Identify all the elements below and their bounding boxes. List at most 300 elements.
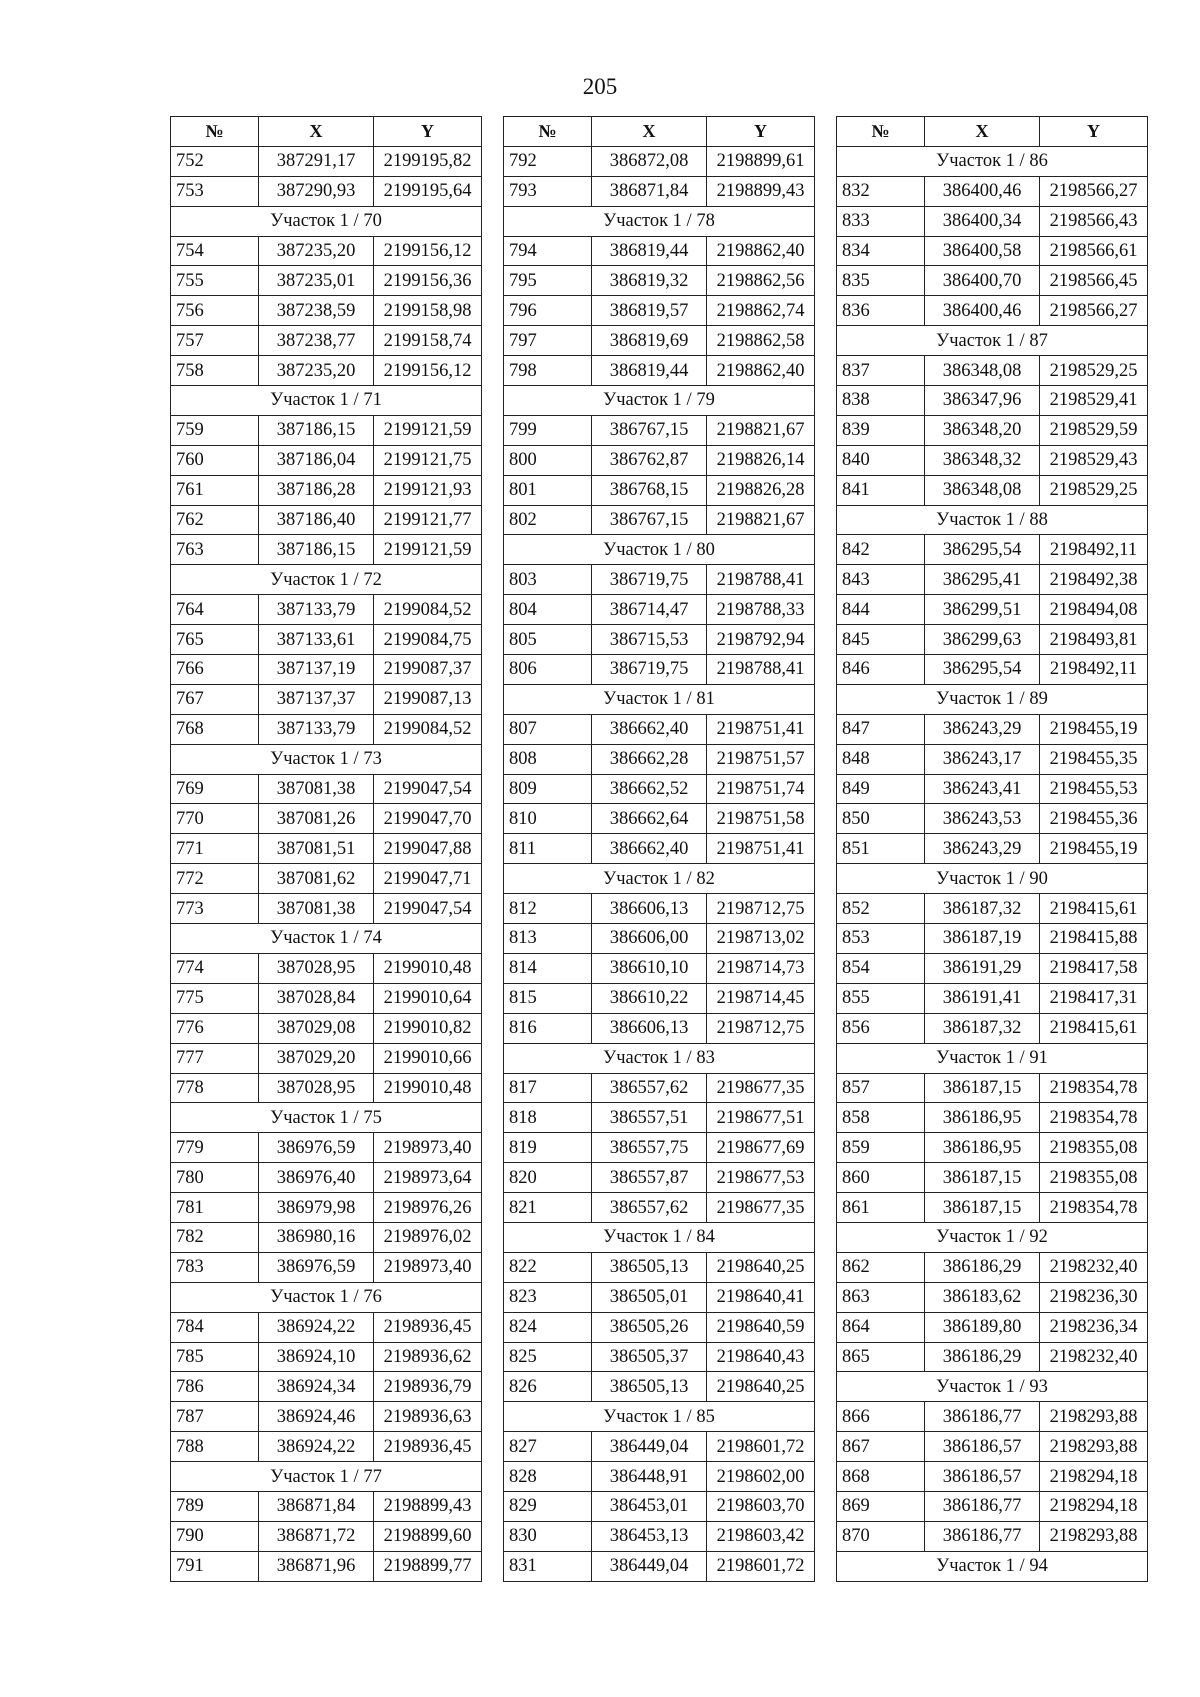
point-number: 817 (504, 1073, 592, 1103)
point-number: 855 (837, 983, 925, 1013)
point-number: 760 (171, 445, 259, 475)
section-header-row (837, 505, 1148, 535)
coordinate-x: 386662,40 (592, 714, 707, 744)
coordinate-x: 386295,54 (925, 535, 1040, 565)
point-number: 796 (504, 296, 592, 326)
coordinate-y: 2198294,18 (1040, 1462, 1148, 1492)
coordinate-x: 386610,22 (592, 983, 707, 1013)
coordinate-y: 2198936,79 (374, 1372, 482, 1402)
table-row (837, 1462, 1148, 1492)
table-row (171, 535, 482, 565)
table-row (504, 146, 815, 176)
table-row (171, 1372, 482, 1402)
table-row (171, 236, 482, 266)
coordinate-y: 2199195,82 (374, 146, 482, 176)
coordinate-x: 386980,16 (259, 1222, 374, 1252)
coordinate-x: 386186,77 (925, 1521, 1040, 1551)
coordinate-y: 2199084,52 (374, 595, 482, 625)
coordinate-y: 2198936,63 (374, 1402, 482, 1432)
coordinate-y: 2198973,64 (374, 1163, 482, 1193)
point-number: 787 (171, 1402, 259, 1432)
section-header-row (171, 565, 482, 595)
coordinate-x: 387081,26 (259, 804, 374, 834)
table-row (171, 266, 482, 296)
table-row (171, 1163, 482, 1193)
coordinate-x: 386348,08 (925, 475, 1040, 505)
coordinate-y: 2198714,45 (707, 983, 815, 1013)
point-number: 785 (171, 1342, 259, 1372)
point-number: 844 (837, 595, 925, 625)
table-row (837, 595, 1148, 625)
table-row (171, 1432, 482, 1462)
section-title: Участок 1 / 84 (504, 1222, 815, 1252)
table-row (837, 266, 1148, 296)
table-body (504, 146, 815, 1581)
point-number: 783 (171, 1252, 259, 1282)
coordinate-x: 386449,04 (592, 1551, 707, 1581)
coordinate-y: 2199121,93 (374, 475, 482, 505)
coordinate-x: 387291,17 (259, 146, 374, 176)
coordinate-x: 386186,95 (925, 1103, 1040, 1133)
section-title: Участок 1 / 92 (837, 1222, 1148, 1252)
coordinate-y: 2198788,41 (707, 655, 815, 685)
table-row (171, 1252, 482, 1282)
coordinate-x: 387235,01 (259, 266, 374, 296)
point-number: 853 (837, 924, 925, 954)
coordinate-y: 2198862,40 (707, 356, 815, 386)
table-row (837, 1521, 1148, 1551)
coordinate-y: 2198973,40 (374, 1252, 482, 1282)
coordinate-x: 387235,20 (259, 356, 374, 386)
coordinate-x: 386186,57 (925, 1432, 1040, 1462)
point-number: 778 (171, 1073, 259, 1103)
coordinate-x: 386400,46 (925, 296, 1040, 326)
point-number: 832 (837, 176, 925, 206)
point-number: 763 (171, 535, 259, 565)
coordinate-y: 2198899,43 (374, 1491, 482, 1521)
table-row (171, 714, 482, 744)
coordinate-y: 2198714,73 (707, 953, 815, 983)
coordinate-x: 386191,29 (925, 953, 1040, 983)
table-row (171, 595, 482, 625)
coordinate-y: 2198677,35 (707, 1193, 815, 1223)
point-number: 766 (171, 655, 259, 685)
table-row (171, 1551, 482, 1581)
point-number: 756 (171, 296, 259, 326)
coordinate-x: 386453,01 (592, 1491, 707, 1521)
coordinate-y: 2199156,36 (374, 266, 482, 296)
table-row (504, 266, 815, 296)
column-header-x: X (592, 117, 707, 147)
coordinate-y: 2198602,00 (707, 1462, 815, 1492)
coordinate-y: 2198566,27 (1040, 176, 1148, 206)
table-row (171, 774, 482, 804)
table-row (837, 1312, 1148, 1342)
coordinate-y: 2198494,08 (1040, 595, 1148, 625)
section-title: Участок 1 / 73 (171, 744, 482, 774)
coordinate-y: 2198293,88 (1040, 1521, 1148, 1551)
coordinate-y: 2199156,12 (374, 356, 482, 386)
coordinate-y: 2198232,40 (1040, 1342, 1148, 1372)
coordinate-x: 386557,51 (592, 1103, 707, 1133)
coordinate-x: 386348,20 (925, 415, 1040, 445)
coordinate-y: 2198566,61 (1040, 236, 1148, 266)
section-title: Участок 1 / 86 (837, 146, 1148, 176)
point-number: 859 (837, 1133, 925, 1163)
table-row (837, 714, 1148, 744)
table-header-row (171, 117, 482, 147)
coordinate-x: 387186,40 (259, 505, 374, 535)
section-title: Участок 1 / 91 (837, 1043, 1148, 1073)
coordinate-y: 2198236,30 (1040, 1282, 1148, 1312)
coordinate-x: 386186,77 (925, 1402, 1040, 1432)
coordinate-x: 387028,95 (259, 953, 374, 983)
point-number: 833 (837, 206, 925, 236)
point-number: 808 (504, 744, 592, 774)
coordinate-y: 2198792,94 (707, 625, 815, 655)
table-row (837, 1133, 1148, 1163)
point-number: 754 (171, 236, 259, 266)
section-header-row (504, 1402, 815, 1432)
section-title: Участок 1 / 89 (837, 684, 1148, 714)
table-row (171, 1193, 482, 1223)
coordinate-x: 386819,32 (592, 266, 707, 296)
coordinate-x: 386976,59 (259, 1133, 374, 1163)
section-header-row (171, 1103, 482, 1133)
point-number: 797 (504, 326, 592, 356)
coordinate-y: 2198973,40 (374, 1133, 482, 1163)
coordinate-x: 386189,80 (925, 1312, 1040, 1342)
coordinate-y: 2198788,41 (707, 565, 815, 595)
coordinate-y: 2199047,88 (374, 834, 482, 864)
table-row (504, 236, 815, 266)
table-header-row (504, 117, 815, 147)
section-header-row (837, 1551, 1148, 1581)
point-number: 838 (837, 386, 925, 416)
coordinate-x: 386243,17 (925, 744, 1040, 774)
coordinate-x: 386448,91 (592, 1462, 707, 1492)
coordinate-x: 386610,10 (592, 953, 707, 983)
table-row (504, 1163, 815, 1193)
table-row (837, 356, 1148, 386)
coordinate-x: 386662,64 (592, 804, 707, 834)
coordinate-y: 2198862,40 (707, 236, 815, 266)
point-number: 781 (171, 1193, 259, 1223)
coordinate-x: 387028,84 (259, 983, 374, 1013)
coordinate-y: 2198751,41 (707, 834, 815, 864)
point-number: 770 (171, 804, 259, 834)
coordinate-y: 2198899,43 (707, 176, 815, 206)
table-row (837, 924, 1148, 954)
coordinate-x: 387133,61 (259, 625, 374, 655)
section-header-row (837, 1372, 1148, 1402)
coordinate-y: 2198936,45 (374, 1432, 482, 1462)
section-header-row (837, 1043, 1148, 1073)
section-header-row (171, 744, 482, 774)
table-row (171, 983, 482, 1013)
coordinate-table (503, 116, 815, 1582)
table-row (504, 1193, 815, 1223)
point-number: 851 (837, 834, 925, 864)
table-row (171, 655, 482, 685)
table-row (837, 774, 1148, 804)
coordinate-y: 2199047,54 (374, 774, 482, 804)
table-row (837, 1163, 1148, 1193)
coordinate-y: 2198862,74 (707, 296, 815, 326)
point-number: 850 (837, 804, 925, 834)
point-number: 852 (837, 894, 925, 924)
point-number: 805 (504, 625, 592, 655)
page-number: 205 (582, 74, 618, 99)
section-title: Участок 1 / 83 (504, 1043, 815, 1073)
coordinate-y: 2198677,69 (707, 1133, 815, 1163)
coordinate-y: 2198417,58 (1040, 953, 1148, 983)
point-number: 790 (171, 1521, 259, 1551)
point-number: 757 (171, 326, 259, 356)
table-row (171, 864, 482, 894)
section-header-row (837, 1222, 1148, 1252)
coordinate-y: 2198936,45 (374, 1312, 482, 1342)
section-header-row (504, 684, 815, 714)
point-number: 773 (171, 894, 259, 924)
coordinate-x: 387028,95 (259, 1073, 374, 1103)
coordinate-x: 386819,69 (592, 326, 707, 356)
point-number: 761 (171, 475, 259, 505)
coordinate-x: 386505,01 (592, 1282, 707, 1312)
point-number: 809 (504, 774, 592, 804)
coordinate-x: 386191,41 (925, 983, 1040, 1013)
point-number: 777 (171, 1043, 259, 1073)
point-number: 839 (837, 415, 925, 445)
coordinate-y: 2198821,67 (707, 415, 815, 445)
section-title: Участок 1 / 71 (171, 386, 482, 416)
table-row (504, 565, 815, 595)
coordinate-y: 2198294,18 (1040, 1491, 1148, 1521)
coordinate-x: 386557,87 (592, 1163, 707, 1193)
coordinate-x: 386187,19 (925, 924, 1040, 954)
table-row (504, 1282, 815, 1312)
table-row (171, 834, 482, 864)
section-header-row (171, 206, 482, 236)
coordinate-y: 2199158,98 (374, 296, 482, 326)
table-row (171, 445, 482, 475)
coordinate-x: 386243,41 (925, 774, 1040, 804)
coordinate-x: 386187,15 (925, 1073, 1040, 1103)
coordinate-y: 2198826,14 (707, 445, 815, 475)
table-row (504, 595, 815, 625)
table-row (504, 176, 815, 206)
point-number: 819 (504, 1133, 592, 1163)
coordinate-y: 2198415,61 (1040, 1013, 1148, 1043)
coordinate-x: 386453,13 (592, 1521, 707, 1551)
coordinate-y: 2199121,77 (374, 505, 482, 535)
coordinate-x: 386606,13 (592, 894, 707, 924)
table-row (171, 475, 482, 505)
coordinate-y: 2199087,13 (374, 684, 482, 714)
point-number: 822 (504, 1252, 592, 1282)
coordinate-y: 2198751,41 (707, 714, 815, 744)
table-row (171, 953, 482, 983)
point-number: 803 (504, 565, 592, 595)
coordinate-x: 386186,29 (925, 1252, 1040, 1282)
coordinate-y: 2199047,54 (374, 894, 482, 924)
coordinate-y: 2198455,19 (1040, 714, 1148, 744)
coordinate-x: 386187,15 (925, 1163, 1040, 1193)
point-number: 801 (504, 475, 592, 505)
point-number: 830 (504, 1521, 592, 1551)
coordinate-x: 386557,62 (592, 1073, 707, 1103)
point-number: 834 (837, 236, 925, 266)
coordinate-y: 2199087,37 (374, 655, 482, 685)
coordinate-y: 2198899,60 (374, 1521, 482, 1551)
coordinate-x: 386299,51 (925, 595, 1040, 625)
table-row (837, 953, 1148, 983)
point-number: 856 (837, 1013, 925, 1043)
coordinate-y: 2199047,70 (374, 804, 482, 834)
point-number: 791 (171, 1551, 259, 1581)
point-number: 768 (171, 714, 259, 744)
coordinate-y: 2198601,72 (707, 1432, 815, 1462)
table-row (837, 655, 1148, 685)
table-row (837, 834, 1148, 864)
point-number: 857 (837, 1073, 925, 1103)
table-row (837, 1432, 1148, 1462)
coordinate-table (170, 116, 482, 1582)
section-title: Участок 1 / 80 (504, 535, 815, 565)
point-number: 854 (837, 953, 925, 983)
coordinate-y: 2198529,59 (1040, 415, 1148, 445)
coordinate-x: 387238,59 (259, 296, 374, 326)
point-number: 753 (171, 176, 259, 206)
point-number: 845 (837, 625, 925, 655)
table-row (504, 744, 815, 774)
table-row (504, 326, 815, 356)
table-row (837, 445, 1148, 475)
table-row (504, 1073, 815, 1103)
table-row (171, 1521, 482, 1551)
section-header-row (504, 386, 815, 416)
coordinate-y: 2198640,41 (707, 1282, 815, 1312)
point-number: 802 (504, 505, 592, 535)
table-row (504, 1551, 815, 1581)
coordinate-y: 2198354,78 (1040, 1073, 1148, 1103)
point-number: 836 (837, 296, 925, 326)
coordinate-y: 2198601,72 (707, 1551, 815, 1581)
table-row (837, 1402, 1148, 1432)
table-row (504, 983, 815, 1013)
coordinate-y: 2198566,45 (1040, 266, 1148, 296)
table-row (504, 894, 815, 924)
point-number: 812 (504, 894, 592, 924)
table-body (171, 146, 482, 1581)
point-number: 827 (504, 1432, 592, 1462)
coordinate-y: 2198493,81 (1040, 625, 1148, 655)
table-row (171, 146, 482, 176)
coordinate-x: 387137,19 (259, 655, 374, 685)
coordinate-y: 2198529,25 (1040, 475, 1148, 505)
point-number: 771 (171, 834, 259, 864)
coordinate-y: 2198976,02 (374, 1222, 482, 1252)
coordinate-y: 2199084,52 (374, 714, 482, 744)
section-header-row (504, 206, 815, 236)
coordinate-x: 386924,10 (259, 1342, 374, 1372)
coordinate-x: 386348,08 (925, 356, 1040, 386)
coordinate-x: 386295,41 (925, 565, 1040, 595)
coordinate-x: 386505,13 (592, 1372, 707, 1402)
section-title: Участок 1 / 82 (504, 864, 815, 894)
coordinate-y: 2199121,75 (374, 445, 482, 475)
coordinate-y: 2198603,70 (707, 1491, 815, 1521)
section-header-row (504, 535, 815, 565)
coordinate-y: 2198293,88 (1040, 1432, 1148, 1462)
section-header-row (504, 864, 815, 894)
coordinate-y: 2199084,75 (374, 625, 482, 655)
point-number: 828 (504, 1462, 592, 1492)
column-header-y: Y (1040, 117, 1148, 147)
point-number: 863 (837, 1282, 925, 1312)
table-row (171, 1013, 482, 1043)
coordinate-y: 2199010,48 (374, 953, 482, 983)
coordinate-y: 2198640,59 (707, 1312, 815, 1342)
coordinate-y: 2198826,28 (707, 475, 815, 505)
point-number: 860 (837, 1163, 925, 1193)
table-row (504, 924, 815, 954)
coordinate-y: 2198640,43 (707, 1342, 815, 1372)
table-row (837, 565, 1148, 595)
section-title: Участок 1 / 81 (504, 684, 815, 714)
coordinate-x: 386662,40 (592, 834, 707, 864)
coordinate-x: 386183,62 (925, 1282, 1040, 1312)
coordinate-y: 2198492,38 (1040, 565, 1148, 595)
table-row (504, 475, 815, 505)
coordinate-x: 386299,63 (925, 625, 1040, 655)
section-header-row (837, 864, 1148, 894)
point-number: 865 (837, 1342, 925, 1372)
table-row (171, 356, 482, 386)
point-number: 837 (837, 356, 925, 386)
point-number: 840 (837, 445, 925, 475)
column-header-y: Y (374, 117, 482, 147)
coordinate-x: 386979,98 (259, 1193, 374, 1223)
coordinate-x: 386871,72 (259, 1521, 374, 1551)
table-row (504, 296, 815, 326)
point-number: 843 (837, 565, 925, 595)
table-row (504, 1013, 815, 1043)
coordinate-y: 2198529,43 (1040, 445, 1148, 475)
point-number: 772 (171, 864, 259, 894)
coordinate-y: 2198899,77 (374, 1551, 482, 1581)
point-number: 788 (171, 1432, 259, 1462)
section-title: Участок 1 / 75 (171, 1103, 482, 1133)
coordinate-y: 2198640,25 (707, 1372, 815, 1402)
coordinate-x: 387235,20 (259, 236, 374, 266)
coordinate-x: 386505,37 (592, 1342, 707, 1372)
table-row (504, 953, 815, 983)
coordinate-x: 387081,51 (259, 834, 374, 864)
table-row (504, 1372, 815, 1402)
coordinate-x: 386186,77 (925, 1491, 1040, 1521)
coordinate-y: 2198529,41 (1040, 386, 1148, 416)
section-header-row (171, 1282, 482, 1312)
table-row (837, 744, 1148, 774)
coordinate-x: 386243,29 (925, 714, 1040, 744)
coordinate-x: 386400,58 (925, 236, 1040, 266)
coordinate-x: 387029,08 (259, 1013, 374, 1043)
point-number: 782 (171, 1222, 259, 1252)
coordinate-x: 386872,08 (592, 146, 707, 176)
coordinate-x: 386187,32 (925, 1013, 1040, 1043)
coordinate-x: 386243,53 (925, 804, 1040, 834)
